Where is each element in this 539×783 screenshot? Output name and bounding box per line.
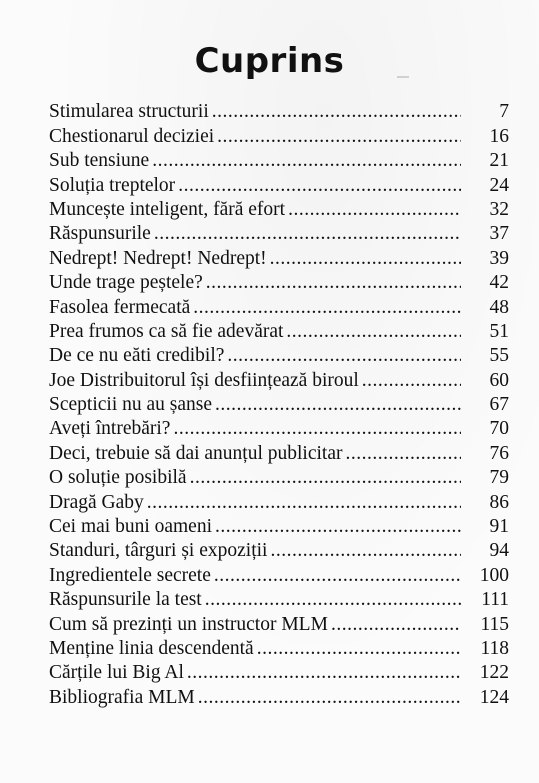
dot-leader: [270, 247, 461, 271]
dot-leader: [198, 686, 461, 710]
toc-entry: [49, 417, 509, 441]
toc-entry-page: 7: [499, 101, 509, 123]
toc-entry-title: Răspunsurile: [49, 223, 151, 245]
dot-leader: [193, 296, 461, 320]
dot-leader: [187, 661, 461, 685]
toc-entry: [49, 393, 509, 417]
dot-leader: [286, 320, 461, 344]
page-title: Cuprins: [194, 40, 345, 81]
dot-leader: [190, 466, 461, 490]
toc-entry-page: 115: [480, 613, 509, 635]
toc-entry-page: 48: [489, 296, 509, 318]
toc-entry-page: 76: [489, 442, 509, 464]
toc-entry: [49, 441, 509, 465]
dot-leader: [173, 417, 461, 441]
toc-entry-page: 39: [489, 247, 509, 269]
dot-leader: [288, 198, 461, 222]
dot-leader: [152, 149, 461, 173]
toc-entry-title: Muncește inteligent, fără efort: [49, 198, 286, 220]
toc-entry-title: Cum să prezinți un instructor MLM: [49, 613, 328, 635]
toc-entry-page: 118: [480, 637, 509, 659]
toc-entry-title: Cei mai buni oameni: [49, 516, 213, 538]
toc-entry: [49, 222, 509, 246]
toc-entry: [49, 100, 509, 124]
toc-entry-page: 122: [479, 662, 509, 684]
toc-entry: [49, 490, 509, 514]
toc-entry-page: 124: [479, 686, 509, 708]
dot-leader: [212, 100, 461, 124]
dot-leader: [214, 564, 461, 588]
toc-entry-page: 32: [489, 198, 509, 220]
toc-entry-title: De ce nu eăti credibil?: [49, 345, 225, 367]
dot-leader: [215, 515, 461, 539]
toc-entry-title: Sub tensiune: [49, 150, 150, 172]
toc-entry-title: Răspunsurile la test: [49, 589, 202, 611]
toc-entry: [49, 173, 509, 197]
toc-entry-page: 60: [489, 369, 509, 391]
toc-entry-title: Joe Distribuitorul își desființează biroul: [49, 369, 359, 391]
toc-entry-title: Prea frumos ca să fie adevărat: [49, 320, 284, 342]
toc-entry-title: Cărțile lui Big Al: [49, 662, 184, 684]
toc-entry-title: Menține linia descendentă: [49, 637, 254, 659]
toc-entry-title: Bibliografia MLM: [49, 686, 195, 708]
toc-entry-title: Fasolea fermecată: [49, 296, 191, 318]
toc-entry-page: 111: [481, 589, 509, 611]
toc-entry-page: 37: [489, 223, 509, 245]
toc-entry: [49, 271, 509, 295]
toc-entry: [49, 124, 509, 148]
toc-entry-page: 79: [489, 467, 509, 489]
dot-leader: [257, 637, 461, 661]
toc-entry: [49, 637, 509, 661]
toc-entry-title: Standuri, târguri și expoziții: [49, 540, 268, 562]
toc-entry: [49, 149, 509, 173]
dot-leader: [205, 588, 461, 612]
dot-leader: [178, 174, 461, 198]
toc-entry-title: Unde trage peștele?: [49, 272, 203, 294]
toc-entry-title: Aveți întrebări?: [49, 418, 171, 440]
toc-entry-page: 100: [479, 564, 509, 586]
toc-entry-title: Ingredientele secrete: [49, 564, 211, 586]
toc-entry-page: 86: [489, 491, 509, 513]
toc-entry-page: 42: [489, 272, 509, 294]
dot-leader: [345, 442, 461, 466]
toc-entry-page: 91: [489, 516, 509, 538]
toc-entry: [49, 466, 509, 490]
toc-entry-page: 55: [489, 345, 509, 367]
toc-entry: [49, 246, 509, 270]
toc-entry: [49, 539, 509, 563]
toc-entry: [49, 320, 509, 344]
dot-leader: [217, 125, 461, 149]
toc-entry: [49, 661, 509, 685]
toc-entry-title: Chestionarul deciziei: [49, 125, 215, 147]
toc-entry-page: 70: [489, 418, 509, 440]
toc-entry-title: Soluția treptelor: [49, 174, 176, 196]
toc-entry-title: Scepticii nu au șanse: [49, 394, 212, 416]
dot-leader: [362, 369, 461, 393]
toc-entry: [49, 198, 509, 222]
dot-leader: [206, 271, 461, 295]
toc-entry: [49, 588, 509, 612]
dot-leader: [227, 344, 461, 368]
toc-entry-title: O soluție posibilă: [49, 467, 187, 489]
toc-entry-title: Deci, trebuie să dai anunțul publicitar: [49, 442, 343, 464]
toc-entry-title: Nedrept! Nedrept! Nedrept!: [49, 247, 267, 269]
toc-entry-title: Dragă Gaby: [49, 491, 144, 513]
toc-entry-page: 24: [489, 174, 509, 196]
toc-entry-page: 16: [489, 125, 509, 147]
toc-entry: [49, 563, 509, 587]
toc-entry-page: 94: [489, 540, 509, 562]
dot-leader: [270, 539, 461, 563]
toc-entry: [49, 344, 509, 368]
toc-entry: [49, 295, 509, 319]
table-of-contents: [49, 100, 509, 710]
toc-entry: [49, 515, 509, 539]
toc-entry-page: 67: [489, 394, 509, 416]
toc-entry: [49, 685, 509, 709]
dot-leader: [147, 491, 461, 515]
dot-leader: [215, 393, 461, 417]
dot-leader: [154, 222, 461, 246]
toc-entry-title: Stimularea structurii: [49, 101, 209, 123]
toc-entry-page: 51: [489, 320, 509, 342]
toc-entry: [49, 368, 509, 392]
dot-leader: [331, 613, 461, 637]
toc-entry-page: 21: [489, 150, 509, 172]
toc-entry: [49, 612, 509, 636]
